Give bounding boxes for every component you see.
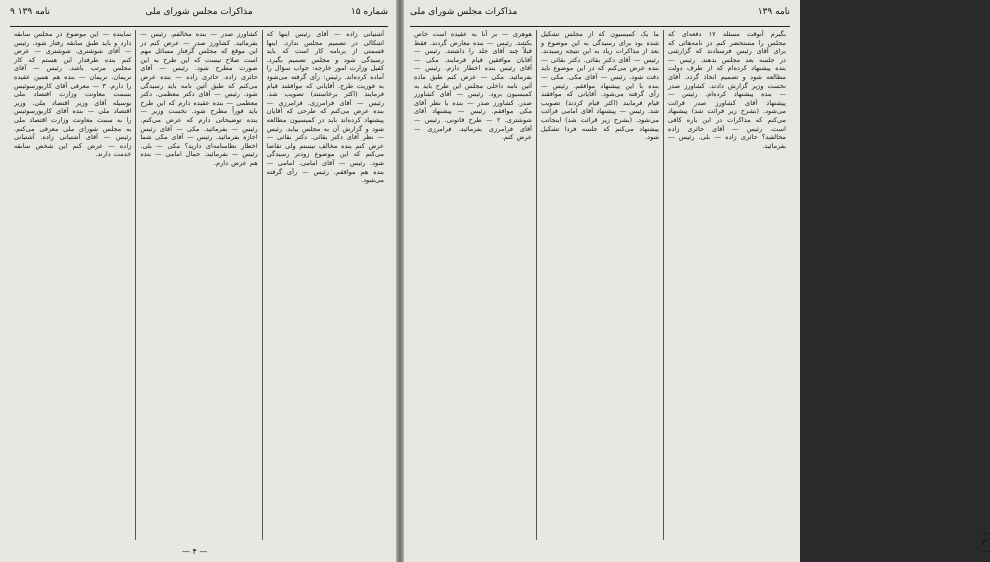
left-column-2	[135, 30, 261, 540]
left-header-left: نامه ۱۳۹ ۹	[10, 7, 50, 17]
right-page-header	[410, 4, 790, 27]
right-column-2	[536, 30, 663, 540]
left-column-3-text: نماینده — این موضوع در مجلس سابقه دارد و باید طبق سابقه رفتار شود. رئیس — آقای شوشتری. شوشتری — عرض کنم بنده طرفدار این هستم که کار مجلس مرتب باشد. رئیس — آقای نریمان. نریمان — بنده هم همین عقیده را دارم. ۳ — معرفی آقای کاربورسوئیس بسمت معاونت وزارت اقتصاد ملی بوسیله آقای وزیر اقتصاد ملی. وزیر اقتصاد ملی — بنده آقای کاربورسوئیس را به سمت معاونت وزارت اقتصاد ملی به مجلس شورای ملی معرفی می‌کنم. رئیس — آقای آشتیانی زاده. آشتیانی زاده — عرض کنم این شخص سابقه خدمت دارند.	[14, 30, 132, 159]
left-page	[0, 0, 400, 562]
book-spine	[396, 0, 404, 562]
right-column-1-text: بگیرم آنوقت مسئله ۱۷ دفعه‌ای که مجلس را مستحضر کنم در نامه‌هائی که برای آقای رئیس فرستادند که گزارشی در جلسه بعد مجلس بدهند. رئیس — بنده پیشنهاد کرده‌ام که از طرف دولت مطالعه شود و تصمیم اتخاذ گردد. آقای نخست وزیر گزارش دادند. کشاورز صدر — بنده پیشنهاد کرده‌ام. رئیس — پیشنهاد آقای کشاورز صدر قرائت می‌شود. (بشرح زیر قرائت شد) پیشنهاد می‌کنم که مذاکرات در این باره کافی است. رئیس — آقای حائری زاده مخالفید؟ حائری زاده — بلی. رئیس — بفرمائید.	[668, 30, 786, 150]
right-column-3	[410, 30, 536, 540]
right-column-1	[663, 30, 790, 540]
left-header-right: شماره ۱۵	[350, 7, 388, 17]
right-header-left: مذاکرات مجلس شورای ملی	[410, 7, 518, 17]
right-column-2-text: ما یک کمیسیون که از مجلس تشکیل شده بود برای رسیدگی به این موضوع و بعد از مذاکرات زیاد به این نتیجه رسیدند. رئیس — آقای دکتر بقائی. دکتر بقائی — بنده عرض می‌کنم که در این موضوع باید دقت شود. رئیس — آقای مکی. مکی — بنده با این پیشنهاد موافقم. رئیس — رأی گرفته می‌شود. آقایانی که موافقند قیام فرمایند (اکثر قیام کردند) تصویب شد. رئیس — پیشنهاد آقای امامی قرائت می‌شود. (بشرح زیر قرائت شد) اینجانب پیشنهاد می‌کنم که جلسه فردا تشکیل شود.	[541, 30, 659, 142]
left-column-3	[10, 30, 135, 540]
right-page-columns	[410, 30, 790, 540]
left-column-1	[262, 30, 388, 540]
right-column-3-text: هوهری — بر آنا به عقیده است خاص بکشد. رئیس — بنده معارض گردند. فقط قبلاً چند آقای جلد را داشتند. رئیس — آقایان موافقین قیام فرمایند. مکی — آقای رئیس بنده اخطار دارم. رئیس — بفرمائید. مکی — عرض کنم طبق ماده آئین نامه داخلی مجلس این طرح باید به کمیسیون برود. رئیس — آقای کشاورز صدر. کشاورز صدر — بنده با نظر آقای مکی موافقم. رئیس — پیشنهاد آقای شوشتری. ۲ — طرح قانونی. رئیس — آقای فرامرزی بفرمائید. فرامرزی — عرض کنم.	[414, 30, 533, 142]
right-page	[400, 0, 990, 562]
right-page-number: — ۳ —	[982, 529, 990, 556]
left-page-number: — ۴ —	[182, 547, 208, 556]
right-header-right: نامه ۱۳۹	[757, 7, 790, 17]
left-column-2-text: کشاورز صدر — بنده مخالفم. رئیس — بفرمائید. کشاورز صدر — عرض کنم در این موقع که مجلس گرفتار مسائل مهم است صلاح نیست که این طرح به این صورت مطرح شود. رئیس — آقای حائری زاده. حائری زاده — بنده عرض می‌کنم که طبق آئین نامه باید رسیدگی شود. رئیس — آقای دکتر معظمی. دکتر معظمی — بنده عقیده دارم که این طرح باید فوراً مطرح شود. نخست وزیر — بنده توضیحاتی دارم که عرض می‌کنم. رئیس — بفرمائید. مکی — آقای رئیس اجازه بفرمائید. رئیس — آقای مکی شما اخطار نظامنامه‌ای دارید؟ مکی — بلی. رئیس — بفرمائید. جمال امامی — بنده هم عرض دارم.	[140, 30, 258, 167]
left-page-columns	[10, 30, 388, 540]
left-page-header	[10, 4, 388, 27]
left-column-1-text: آشتیانی زاده — آقای رئیس اینها که اشکالی در تصمیم مجلس ندارد. اینها قسمتی از برنامه کار است که باید رسیدگی شود و مجلس تصمیم بگیرد. کفیل وزارت امور خارجه: جواب سؤال را آماده کرده‌اند. رئیس: رأی گرفته می‌شود به فوریت طرح. آقایانی که موافقند قیام فرمایند (اکثر برخاستند) تصویب شد. رئیس — آقای فرامرزی. فرامرزی — بنده عرض می‌کنم که طرحی که آقایان پیشنهاد کرده‌اند باید در کمیسیون مطالعه شود و گزارش آن به مجلس بیاید. رئیس — نظر آقای دکتر بقائی. دکتر بقائی — عرض کنم بنده مخالف نیستم ولی تقاضا می‌کنم که این موضوع زودتر رسیدگی شود. رئیس — آقای امامی. امامی — بنده هم موافقم. رئیس — رأی گرفته می‌شود.	[266, 30, 384, 185]
left-header-center: مذاکرات مجلس شورای ملی	[145, 7, 253, 17]
